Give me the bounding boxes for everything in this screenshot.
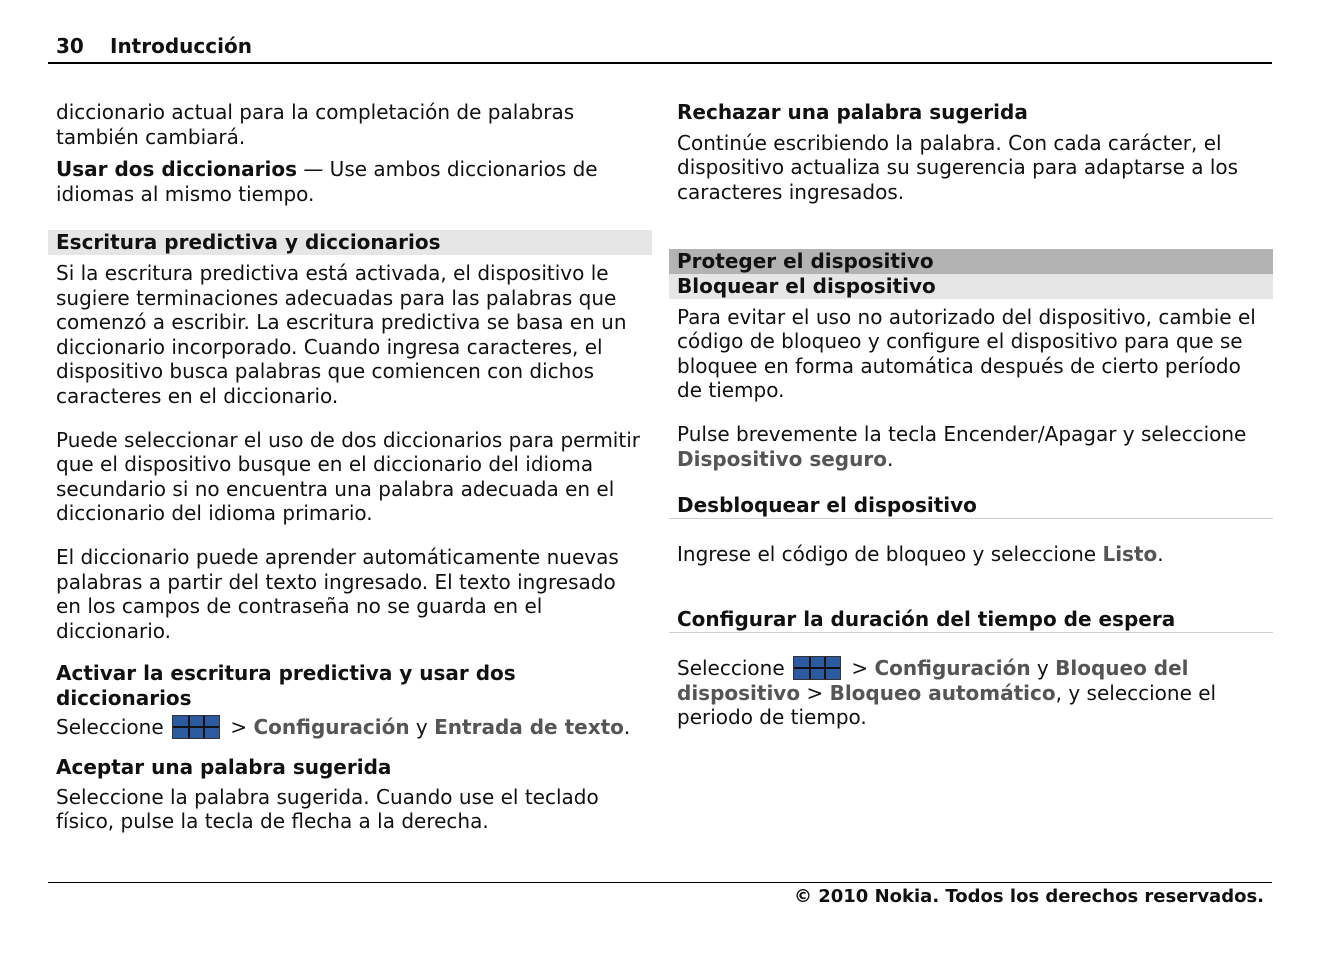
aceptar-paragraph: Seleccione la palabra sugerida. Cuando use el teclado físico, pulse la tecla de flecha a la derecha. [56,784,599,834]
activar-select-text: Seleccione [56,715,164,740]
cfg-select-text: Seleccione [677,655,785,680]
bloquear-paragraph: Para evitar el uso no autorizado del dispositivo, cambie el código de bloqueo y configure el dispositivo para que se bloquee en forma automática después de cierto período de tiempo. [677,304,1256,403]
activar-paragraph [48,715,652,740]
configuracion-link: Configuración [253,715,410,740]
rechazar-paragraph: Continúe escribiendo la palabra. Con cada carácter, el dispositivo actualiza su sugerencia para adaptarse a los caracteres ingresados. [677,130,1239,204]
cfg-end: , y seleccione el periodo de tiempo. [677,680,1217,730]
menu-grid-icon [172,715,220,739]
usar-dos-paragraph [48,157,652,206]
heading-proteger: Proteger el dispositivo [669,249,1273,274]
cfg-and: y [1030,655,1056,680]
heading-rechazar: Rechazar una palabra sugerida [677,100,1028,124]
footer-divider [48,882,1272,883]
pulse-paragraph [669,422,1273,471]
activar-and: y [409,715,435,740]
page-number: 30 [56,34,84,58]
ingrese-text: Ingrese el código de bloqueo y seleccione [677,541,1103,566]
heading-activar: Activar la escritura predictiva y usar dos diccionarios [56,661,516,710]
heading-bloquear: Bloquear el dispositivo [669,274,1273,299]
intro-paragraph: diccionario actual para la completación de palabras también cambiará. [56,100,575,149]
cfg-gt-1: > [845,655,875,680]
usar-dos-text: — Use ambos diccionarios de idiomas al mismo tiempo. [56,157,598,206]
right-column [669,100,1273,730]
page-header [48,34,1272,64]
pulse-text: Pulse brevemente la tecla Encender/Apagar y seleccione [677,421,1247,446]
entrada-de-texto-link: Entrada de texto [434,715,624,740]
configuracion-link: Configuración [874,655,1031,680]
bloqueo-del-dispositivo-link: Bloqueo del dispositivo [677,655,1189,705]
listo-link: Listo [1102,541,1158,566]
dispositivo-seguro-link: Dispositivo seguro [677,446,887,471]
menu-grid-icon [793,656,841,680]
heading-escritura-predictiva: Escritura predictiva y diccionarios [48,230,652,255]
desbloquear-paragraph [669,542,1273,567]
heading-desbloquear: Desbloquear el dispositivo [669,493,1273,519]
heading-configurar: Configurar la duración del tiempo de espera [669,607,1273,633]
ingrese-end: . [1157,541,1164,566]
usar-dos-label: Usar dos diccionarios [56,157,297,182]
activar-gt: > [224,715,254,740]
predictiva-paragraph-1: Si la escritura predictiva está activada, el dispositivo le sugiere terminaciones adecuadas para las palabras que comenzó a escribir. La escritura predictiva se basa en un diccionario incorporado. Cuando ingresa caracteres, el dispositivo busca palabras que comiencen con dichos caracteres en el diccionario. [56,260,627,408]
predictiva-paragraph-2: Puede seleccionar el uso de dos diccionarios para permitir que el dispositivo busque en el diccionario del idioma secundario si no encuentra una palabra adecuada en el diccionario del idioma primario. [56,427,640,526]
cfg-gt-2: > [800,680,830,705]
configurar-paragraph [669,656,1273,730]
predictiva-paragraph-3: El diccionario puede aprender automáticamente nuevas palabras a partir del texto ingresado. El texto ingresado en los campos de contraseña no se guarda en el diccionario. [56,544,619,643]
activar-end: . [623,715,631,740]
copyright-footer: © 2010 Nokia. Todos los derechos reservados. [793,886,1264,907]
heading-aceptar: Aceptar una palabra sugerida [56,755,392,780]
bloqueo-automatico-link: Bloqueo automático [829,680,1056,705]
left-column [48,100,652,834]
section-title: Introducción [110,34,252,58]
pulse-end: . [886,446,894,471]
